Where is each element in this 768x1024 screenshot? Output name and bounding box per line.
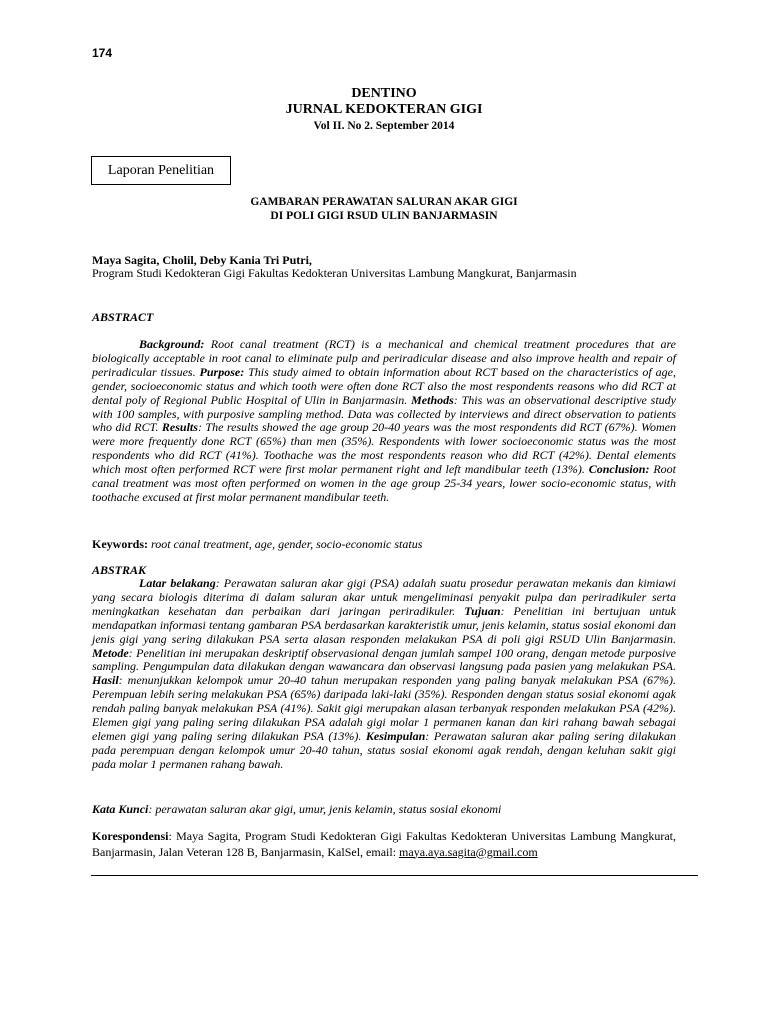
kesimpulan-text: : Perawatan saluran akar paling sering dilakukan pada perempuan dengan kelompok umur 20-40 tahun, status sosial ekonomi agak rendah, dengan keluhan sakit gigi pada molar 1 permanen rahang bawah. [92,728,676,771]
journal-volume: Vol II. No 2. September 2014 [313,120,455,132]
conclusion-label: Conclusion: [588,462,650,477]
kata-kunci-text: : perawatan saluran akar gigi, umur, jenis kelamin, status sosial ekonomi [148,802,502,816]
email-link[interactable]: maya.aya.sagita@gmail.com [399,844,538,859]
metode-label: Metode [92,645,129,660]
purpose-text: This study aimed to obtain information about RCT based on the characteristics of age, gender, socioeconomic status and which tooth were often done RCT also the most respondents reasons who did RCT at dental poly of Regional Public Hospital of Ulin in Banjarmasin. [92,364,676,407]
correspondence-label: Korespondensi [92,829,169,843]
abstrak-heading: ABSTRAK [92,563,147,577]
abstrak-paragraph [92,577,676,772]
background-text: Root canal treatment (RCT) is a mechanical and chemical treatment procedures that are biologically acceptable in root canal to eliminate pulp and periradicular disease and also improve health and repair of periradicular tissues. [92,337,676,379]
tujuan-text: : Penelitian ini bertujuan untuk mendapatkan informasi tentang gambaran PSA berdasarkan karakteristik umur, jenis kelamin, status sosial ekonomi dan jenis gigi yang sering dilakukan PSA serta alasan responden melakukan PSA di poli gigi RSUD Ulin Banjarmasin. [92,603,676,646]
correspondence-text: : Maya Sagita, Program Studi Kedokteran Gigi Fakultas Kedokteran Universitas Lambung Mangkurat, Banjarmasin, Jalan Veteran 128 B, Banjarmasin, KalSel, email: [92,829,676,859]
kesimpulan-label: Kesimpulan [365,728,426,743]
journal-subtitle: JURNAL KEDOKTERAN GIGI [285,102,483,117]
latar-text: : Perawatan saluran akar gigi (PSA) adalah suatu prosedur perawatan mekanis dan kimiawi yang secara biologis diterima di dalam saluran akar untuk mengeliminasi penyakit pulpa dan periradikuler serta meningkatkan kesehatan dan perbaikan dari jaringan periradikuler. [92,576,676,618]
page-number: 174 [92,46,113,60]
article-title-line1: GAMBARAN PERAWATAN SALURAN AKAR GIGI [250,196,518,208]
background-label: Background: [139,337,205,351]
results-label: Results [161,420,198,435]
tujuan-label: Tujuan [464,603,501,618]
latar-label: Latar belakang [139,576,216,590]
conclusion-text: Root canal treatment was most often performed on women in the age group 25-34 years, lower socio-economic status, with toothache excused at first molar permanent mandibular teeth. [92,462,676,504]
kata-kunci [92,802,501,817]
results-text: : The results showed the age group 20-40 years was the most respondents did RCT (67%). Women were more frequently done RCT (65%) than men (35%). Respondents with lower socioeconomic status was the most respondents who did RCT (41%). Toothache was the most respondents reason who did RCT (42%). Dental elements which most often performed RCT were first molar permanent right and left mandibular teeth (13%). [92,420,676,477]
hasil-text: : menunjukkan kelompok umur 20-40 tahun merupakan responden yang paling banyak melakukan PSA (67%). Perempuan lebih sering melakukan PSA (65%) daripada laki-laki (35%). Responden dengan status sosial ekonomi agak rendah paling banyak melakukan PSA (41%). Sakit gigi merupakan alasan terbanyak responden melakukan PSA (42%). Elemen gigi yang paling sering dilakukan PSA adalah gigi molar 1 permanen kanan dan kiri rahang bawah sebagai elemen gigi yang paling sering dilakukan PSA (13%). [92,673,676,743]
article-title-line2: DI POLI GIGI RSUD ULIN BANJARMASIN [270,210,498,222]
methods-label: Methods [411,392,454,407]
correspondence [92,829,676,860]
footer-rule [91,875,698,876]
methods-text: : This was an observational descriptive study with 100 samples, with purposive sampling method. Data was collected by interviews and direct observation to patients who did RCT. [92,392,676,435]
keywords [92,537,422,552]
journal-name: DENTINO [351,86,417,101]
keywords-text: root canal treatment, age, gender, socio-economic status [148,537,423,551]
article-type-box: Laporan Penelitian [91,156,231,185]
affiliation: Program Studi Kedokteran Gigi Fakultas Kedokteran Universitas Lambung Mangkurat, Banjarmasin [92,266,577,280]
kata-kunci-label: Kata Kunci [92,802,149,816]
author-list: Maya Sagita, Cholil, Deby Kania Tri Putri, [92,253,312,267]
purpose-label: Purpose: [199,364,245,379]
abstract-paragraph [92,338,676,505]
hasil-label: Hasil [92,673,119,688]
abstract-heading: ABSTRACT [92,310,154,324]
metode-text: : Penelitian ini merupakan deskriptif observasional dengan jumlah sampel 100 orang, dengan metode purposive sampling. Pengumpulan data dilakukan dengan wawancara dan observasi langsung pada pasien yang melakukan PSA. [92,645,676,674]
keywords-label: Keywords: [92,537,148,551]
